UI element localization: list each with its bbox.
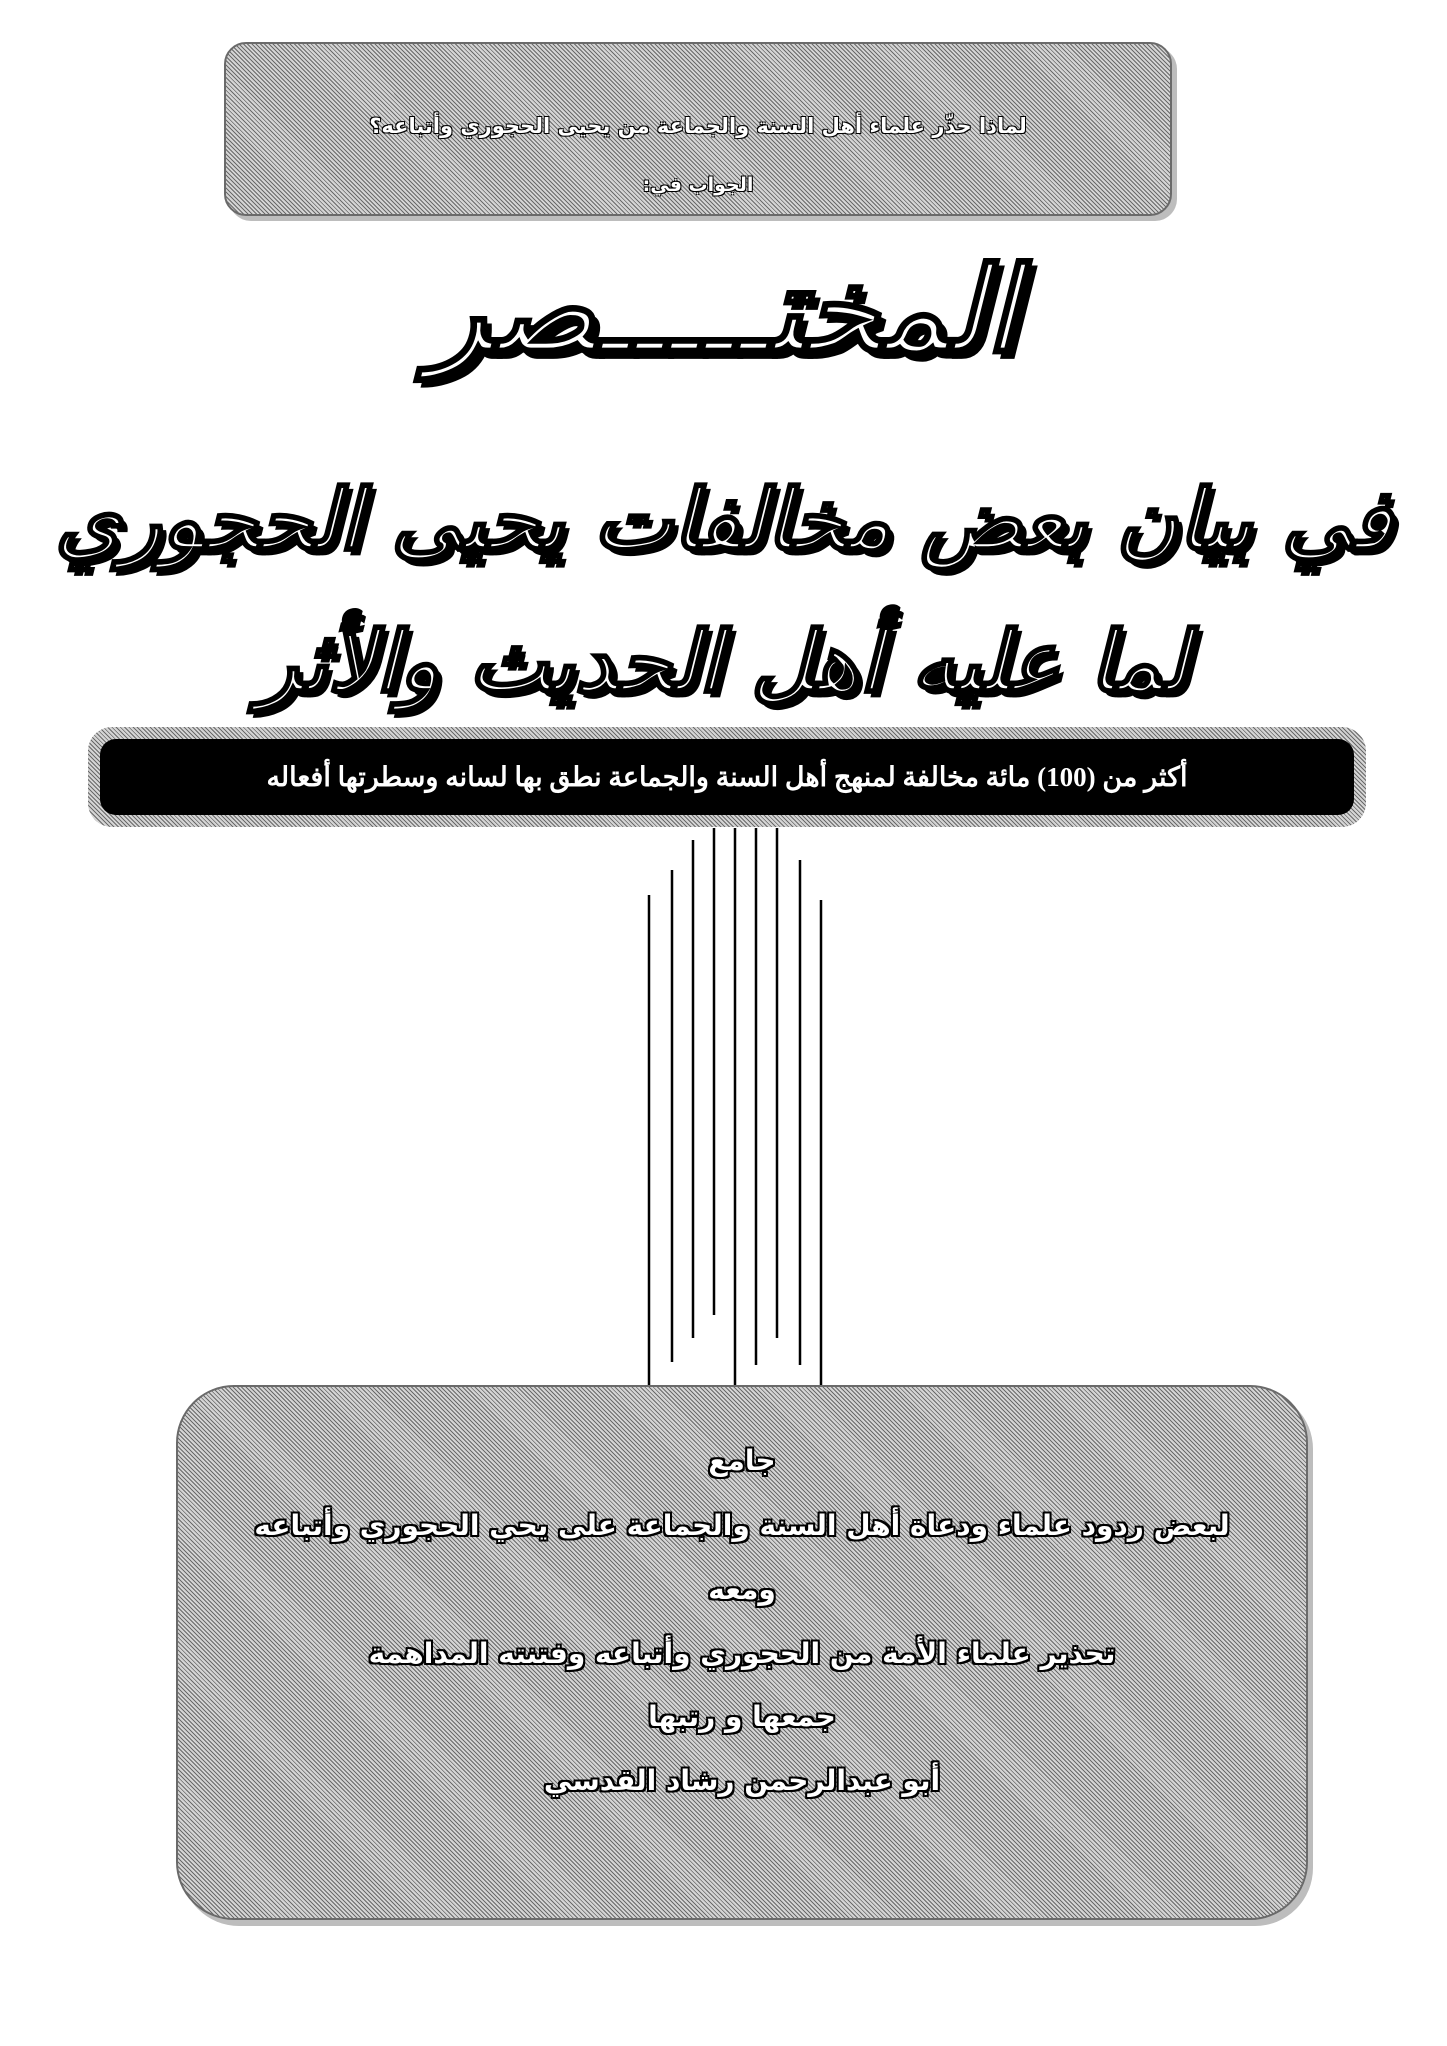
compiler-line-5: جمعها و رتبها (648, 1700, 836, 1733)
subtitle-line-2: لما عليه أهل الحديث والأثر (258, 612, 1189, 711)
banner-text: أكثر من (100) مائة مخالفة لمنهج أهل السنة والجماعة نطق بها لسانه وسطرتها أفعاله (100, 739, 1354, 815)
compiler-line-1: جامع (708, 1444, 776, 1477)
header-question: لماذا حذّر علماء أهل السنة والجماعة من يحيى الحجوري وأتباعه؟ (369, 114, 1027, 138)
subtitle-line-1: في بيان بعض مخالفات يحيى الحجوري (55, 470, 1392, 569)
compiler-name: أبو عبدالرحمن رشاد القدسي (543, 1764, 941, 1797)
compiler-box (176, 1385, 1308, 1920)
book-title: المختـــــصر (428, 240, 1019, 379)
header-answer-intro: الجواب في: (642, 174, 754, 196)
compiler-line-2: لبعض ردود علماء ودعاة أهل السنة والجماعة على يحي الحجوري وأتباعه (254, 1509, 1230, 1542)
compiler-line-4: تحذير علماء الأمة من الحجوري وأتباعه وفتنته المداهمة (368, 1637, 1116, 1670)
compiler-line-3: ومعه (708, 1573, 776, 1606)
header-box (224, 42, 1172, 216)
banner (88, 727, 1366, 827)
